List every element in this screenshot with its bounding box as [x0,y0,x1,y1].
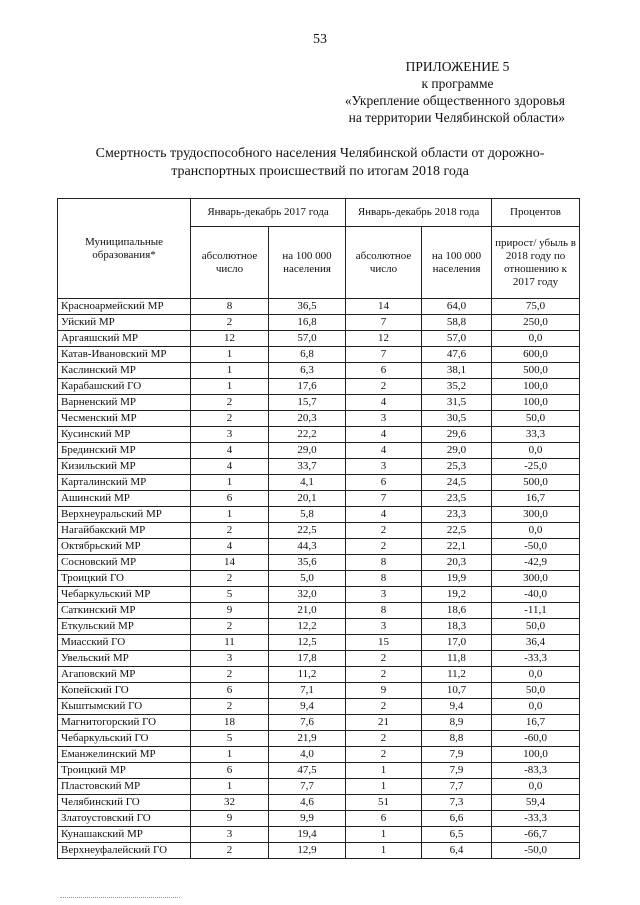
cell-per100k-2018: 23,5 [422,491,492,507]
table-row [58,651,580,667]
cell-abs-2018: 8 [346,555,422,571]
cell-per100k-2018: 57,0 [422,331,492,347]
page-number: 53 [313,32,327,47]
cell-per100k-2018: 20,3 [422,555,492,571]
cell-change-percent: 300,0 [492,507,580,523]
cell-change-percent: -83,3 [492,763,580,779]
cell-change-percent: 50,0 [492,411,580,427]
cell-per100k-2018: 6,5 [422,827,492,843]
table-row [58,491,580,507]
cell-abs-2017: 2 [191,699,269,715]
cell-abs-2017: 6 [191,763,269,779]
table-row [58,635,580,651]
table-row [58,587,580,603]
cell-per100k-2018: 29,0 [422,443,492,459]
cell-per100k-2018: 18,3 [422,619,492,635]
cell-change-percent: -11,1 [492,603,580,619]
cell-abs-2018: 8 [346,571,422,587]
table-row [58,667,580,683]
appendix-program-line1: «Укрепление общественного здоровья [344,93,565,108]
table-row [58,395,580,411]
cell-municipality: Ашинский МР [58,491,191,507]
table-row [58,331,580,347]
cell-change-percent: 0,0 [492,331,580,347]
cell-change-percent: 100,0 [492,395,580,411]
cell-per100k-2017: 4,6 [269,795,346,811]
header-2017: Январь-декабрь 2017 года [191,199,346,227]
table-row [58,763,580,779]
appendix-subtitle: к программе [421,76,494,91]
cell-municipality: Саткинский МР [58,603,191,619]
cell-per100k-2017: 20,1 [269,491,346,507]
cell-municipality: Троицкий МР [58,763,191,779]
cell-municipality: Катав-Ивановский МР [58,347,191,363]
cell-municipality: Аргаяшский МР [58,331,191,347]
cell-abs-2018: 3 [346,619,422,635]
cell-per100k-2018: 47,6 [422,347,492,363]
cell-per100k-2018: 8,9 [422,715,492,731]
cell-municipality: Варненский МР [58,395,191,411]
cell-per100k-2018: 9,4 [422,699,492,715]
cell-abs-2018: 2 [346,699,422,715]
cell-per100k-2017: 29,0 [269,443,346,459]
cell-municipality: Копейский ГО [58,683,191,699]
cell-municipality: Магнитогорский ГО [58,715,191,731]
cell-per100k-2018: 7,3 [422,795,492,811]
cell-per100k-2017: 21,0 [269,603,346,619]
cell-abs-2018: 6 [346,811,422,827]
cell-municipality: Карталинский МР [58,475,191,491]
cell-municipality: Карабашский ГО [58,379,191,395]
cell-per100k-2017: 44,3 [269,539,346,555]
table-row [58,699,580,715]
table-row [58,411,580,427]
table-row [58,795,580,811]
cell-abs-2017: 2 [191,411,269,427]
table-row [58,715,580,731]
cell-change-percent: 0,0 [492,443,580,459]
cell-per100k-2017: 47,5 [269,763,346,779]
cell-municipality: Троицкий ГО [58,571,191,587]
cell-abs-2018: 7 [346,491,422,507]
table-row [58,555,580,571]
table-row [58,827,580,843]
table-row [58,779,580,795]
cell-abs-2018: 14 [346,299,422,315]
cell-change-percent: -25,0 [492,459,580,475]
cell-municipality: Еткульский МР [58,619,191,635]
cell-abs-2018: 2 [346,651,422,667]
cell-per100k-2017: 5,8 [269,507,346,523]
cell-per100k-2018: 58,8 [422,315,492,331]
header-2018: Январь-декабрь 2018 года [346,199,492,227]
cell-per100k-2018: 6,4 [422,843,492,859]
cell-per100k-2017: 36,5 [269,299,346,315]
cell-per100k-2017: 22,2 [269,427,346,443]
cell-change-percent: 600,0 [492,347,580,363]
cell-abs-2018: 1 [346,827,422,843]
cell-abs-2018: 4 [346,443,422,459]
cell-change-percent: -60,0 [492,731,580,747]
cell-per100k-2017: 11,2 [269,667,346,683]
cell-abs-2018: 7 [346,315,422,331]
cell-abs-2017: 2 [191,523,269,539]
cell-municipality: Кунашакский МР [58,827,191,843]
table-row [58,299,580,315]
table-row [58,379,580,395]
cell-change-percent: -33,3 [492,811,580,827]
cell-per100k-2018: 29,6 [422,427,492,443]
header-municipality: Муниципальные образования* [58,199,191,299]
cell-per100k-2018: 10,7 [422,683,492,699]
cell-per100k-2017: 4,1 [269,475,346,491]
cell-abs-2017: 32 [191,795,269,811]
header-2018-absolute: абсолютное число [346,227,422,299]
table-body [58,299,580,859]
cell-abs-2018: 2 [346,539,422,555]
cell-municipality: Октябрьский МР [58,539,191,555]
cell-abs-2017: 2 [191,395,269,411]
cell-abs-2018: 1 [346,843,422,859]
cell-municipality: Пластовский МР [58,779,191,795]
cell-change-percent: 500,0 [492,363,580,379]
table-row [58,363,580,379]
header-2017-per100k: на 100 000 населения [269,227,346,299]
cell-abs-2017: 14 [191,555,269,571]
document-title-line1: Смертность трудоспособного населения Челябинской области от дорожно- [95,146,545,161]
cell-per100k-2017: 35,6 [269,555,346,571]
cell-per100k-2017: 6,3 [269,363,346,379]
cell-abs-2018: 1 [346,763,422,779]
cell-per100k-2017: 17,6 [269,379,346,395]
cell-per100k-2017: 21,9 [269,731,346,747]
cell-municipality: Каслинский МР [58,363,191,379]
header-2017-absolute: абсолютное число [191,227,269,299]
cell-change-percent: 0,0 [492,667,580,683]
cell-abs-2018: 15 [346,635,422,651]
table-row [58,811,580,827]
cell-abs-2017: 4 [191,443,269,459]
cell-per100k-2018: 31,5 [422,395,492,411]
cell-abs-2018: 51 [346,795,422,811]
cell-per100k-2018: 23,3 [422,507,492,523]
cell-municipality: Чесменский МР [58,411,191,427]
cell-change-percent: 300,0 [492,571,580,587]
cell-change-percent: 0,0 [492,779,580,795]
document-title-line2: транспортных происшествий по итогам 2018 года [171,164,469,179]
cell-change-percent: -50,0 [492,843,580,859]
cell-per100k-2018: 6,6 [422,811,492,827]
cell-change-percent: 16,7 [492,715,580,731]
cell-municipality: Уйский МР [58,315,191,331]
cell-per100k-2018: 7,7 [422,779,492,795]
cell-per100k-2018: 11,2 [422,667,492,683]
table-row [58,731,580,747]
footer-divider [60,897,180,898]
cell-per100k-2017: 6,8 [269,347,346,363]
cell-abs-2017: 2 [191,667,269,683]
cell-abs-2017: 4 [191,459,269,475]
cell-abs-2017: 6 [191,683,269,699]
cell-municipality: Чебаркульский МР [58,587,191,603]
cell-per100k-2018: 35,2 [422,379,492,395]
cell-abs-2018: 3 [346,411,422,427]
cell-change-percent: 33,3 [492,427,580,443]
cell-abs-2018: 8 [346,603,422,619]
cell-per100k-2018: 19,2 [422,587,492,603]
cell-abs-2018: 4 [346,507,422,523]
cell-per100k-2017: 9,9 [269,811,346,827]
cell-per100k-2018: 19,9 [422,571,492,587]
cell-municipality: Челябинский ГО [58,795,191,811]
cell-abs-2017: 12 [191,331,269,347]
cell-municipality: Златоустовский ГО [58,811,191,827]
cell-municipality: Агаповский МР [58,667,191,683]
cell-change-percent: 50,0 [492,683,580,699]
cell-per100k-2017: 16,8 [269,315,346,331]
table-row [58,747,580,763]
table-row [58,683,580,699]
cell-abs-2017: 2 [191,619,269,635]
cell-municipality: Миасский ГО [58,635,191,651]
appendix-header [245,58,565,126]
cell-abs-2017: 1 [191,507,269,523]
cell-abs-2017: 1 [191,779,269,795]
cell-change-percent: -42,9 [492,555,580,571]
cell-abs-2017: 8 [191,299,269,315]
cell-abs-2018: 3 [346,459,422,475]
cell-per100k-2017: 7,1 [269,683,346,699]
cell-per100k-2018: 7,9 [422,763,492,779]
table-row [58,603,580,619]
cell-per100k-2018: 24,5 [422,475,492,491]
cell-change-percent: -40,0 [492,587,580,603]
cell-per100k-2018: 38,1 [422,363,492,379]
table-row [58,619,580,635]
cell-abs-2017: 3 [191,651,269,667]
cell-abs-2018: 2 [346,523,422,539]
cell-abs-2017: 9 [191,811,269,827]
cell-per100k-2017: 32,0 [269,587,346,603]
cell-change-percent: 0,0 [492,699,580,715]
cell-abs-2017: 3 [191,827,269,843]
cell-per100k-2017: 19,4 [269,827,346,843]
cell-municipality: Нагайбакский МР [58,523,191,539]
table-row [58,843,580,859]
cell-municipality: Еманжелинский МР [58,747,191,763]
cell-change-percent: 500,0 [492,475,580,491]
cell-per100k-2017: 33,7 [269,459,346,475]
cell-change-percent: 0,0 [492,523,580,539]
cell-per100k-2017: 15,7 [269,395,346,411]
cell-change-percent: 16,7 [492,491,580,507]
table-row [58,507,580,523]
cell-abs-2017: 5 [191,587,269,603]
cell-abs-2018: 2 [346,667,422,683]
cell-abs-2017: 2 [191,315,269,331]
cell-change-percent: 100,0 [492,379,580,395]
cell-per100k-2017: 20,3 [269,411,346,427]
cell-per100k-2017: 5,0 [269,571,346,587]
cell-per100k-2017: 57,0 [269,331,346,347]
table-row [58,571,580,587]
cell-per100k-2017: 7,6 [269,715,346,731]
cell-abs-2018: 2 [346,379,422,395]
cell-abs-2017: 1 [191,747,269,763]
cell-municipality: Кизильский МР [58,459,191,475]
header-2018-per100k: на 100 000 населения [422,227,492,299]
header-percent: Процентов [492,199,580,227]
table-row [58,427,580,443]
cell-municipality: Сосновский МР [58,555,191,571]
cell-per100k-2017: 12,5 [269,635,346,651]
cell-abs-2018: 21 [346,715,422,731]
cell-municipality: Красноармейский МР [58,299,191,315]
table-row [58,539,580,555]
cell-per100k-2018: 8,8 [422,731,492,747]
cell-change-percent: 250,0 [492,315,580,331]
cell-municipality: Чебаркульский ГО [58,731,191,747]
appendix-program-line2: на территории Челябинской области» [348,110,565,125]
cell-change-percent: 100,0 [492,747,580,763]
cell-abs-2018: 4 [346,427,422,443]
cell-abs-2018: 2 [346,747,422,763]
cell-change-percent: 59,4 [492,795,580,811]
cell-change-percent: -66,7 [492,827,580,843]
cell-abs-2018: 4 [346,395,422,411]
cell-per100k-2017: 4,0 [269,747,346,763]
cell-change-percent: 50,0 [492,619,580,635]
cell-municipality: Кыштымский ГО [58,699,191,715]
table-row [58,523,580,539]
table-row [58,315,580,331]
cell-abs-2018: 12 [346,331,422,347]
cell-per100k-2018: 25,3 [422,459,492,475]
cell-per100k-2017: 22,5 [269,523,346,539]
cell-change-percent: 36,4 [492,635,580,651]
table-row [58,347,580,363]
cell-abs-2017: 4 [191,539,269,555]
cell-municipality: Верхнеуфалейский ГО [58,843,191,859]
cell-per100k-2017: 7,7 [269,779,346,795]
cell-municipality: Увельский МР [58,651,191,667]
cell-abs-2017: 11 [191,635,269,651]
table-row [58,443,580,459]
cell-per100k-2018: 11,8 [422,651,492,667]
table-row [58,459,580,475]
mortality-table [57,198,580,859]
cell-abs-2017: 1 [191,475,269,491]
cell-abs-2017: 9 [191,603,269,619]
cell-per100k-2018: 64,0 [422,299,492,315]
cell-abs-2017: 1 [191,363,269,379]
cell-abs-2017: 1 [191,347,269,363]
cell-abs-2017: 6 [191,491,269,507]
cell-per100k-2018: 30,5 [422,411,492,427]
cell-abs-2018: 1 [346,779,422,795]
cell-per100k-2017: 12,9 [269,843,346,859]
table-row [58,475,580,491]
cell-municipality: Кусинский МР [58,427,191,443]
cell-abs-2018: 7 [346,347,422,363]
cell-per100k-2018: 17,0 [422,635,492,651]
cell-change-percent: 75,0 [492,299,580,315]
cell-per100k-2017: 9,4 [269,699,346,715]
cell-municipality: Брединский МР [58,443,191,459]
cell-abs-2017: 1 [191,379,269,395]
cell-per100k-2017: 17,8 [269,651,346,667]
cell-per100k-2018: 18,6 [422,603,492,619]
cell-per100k-2018: 22,5 [422,523,492,539]
cell-abs-2017: 5 [191,731,269,747]
cell-abs-2017: 2 [191,843,269,859]
header-change: прирост/ убыль в 2018 году по отношению к 2017 году [492,227,580,299]
cell-abs-2018: 6 [346,363,422,379]
cell-per100k-2018: 7,9 [422,747,492,763]
cell-abs-2017: 18 [191,715,269,731]
cell-abs-2017: 2 [191,571,269,587]
cell-abs-2018: 3 [346,587,422,603]
cell-municipality: Верхнеуральский МР [58,507,191,523]
cell-abs-2018: 6 [346,475,422,491]
appendix-title: ПРИЛОЖЕНИЕ 5 [405,59,510,74]
cell-abs-2018: 2 [346,731,422,747]
cell-abs-2017: 3 [191,427,269,443]
cell-per100k-2017: 12,2 [269,619,346,635]
cell-change-percent: -33,3 [492,651,580,667]
cell-per100k-2018: 22,1 [422,539,492,555]
cell-abs-2018: 9 [346,683,422,699]
document-title [60,145,580,181]
cell-change-percent: -50,0 [492,539,580,555]
